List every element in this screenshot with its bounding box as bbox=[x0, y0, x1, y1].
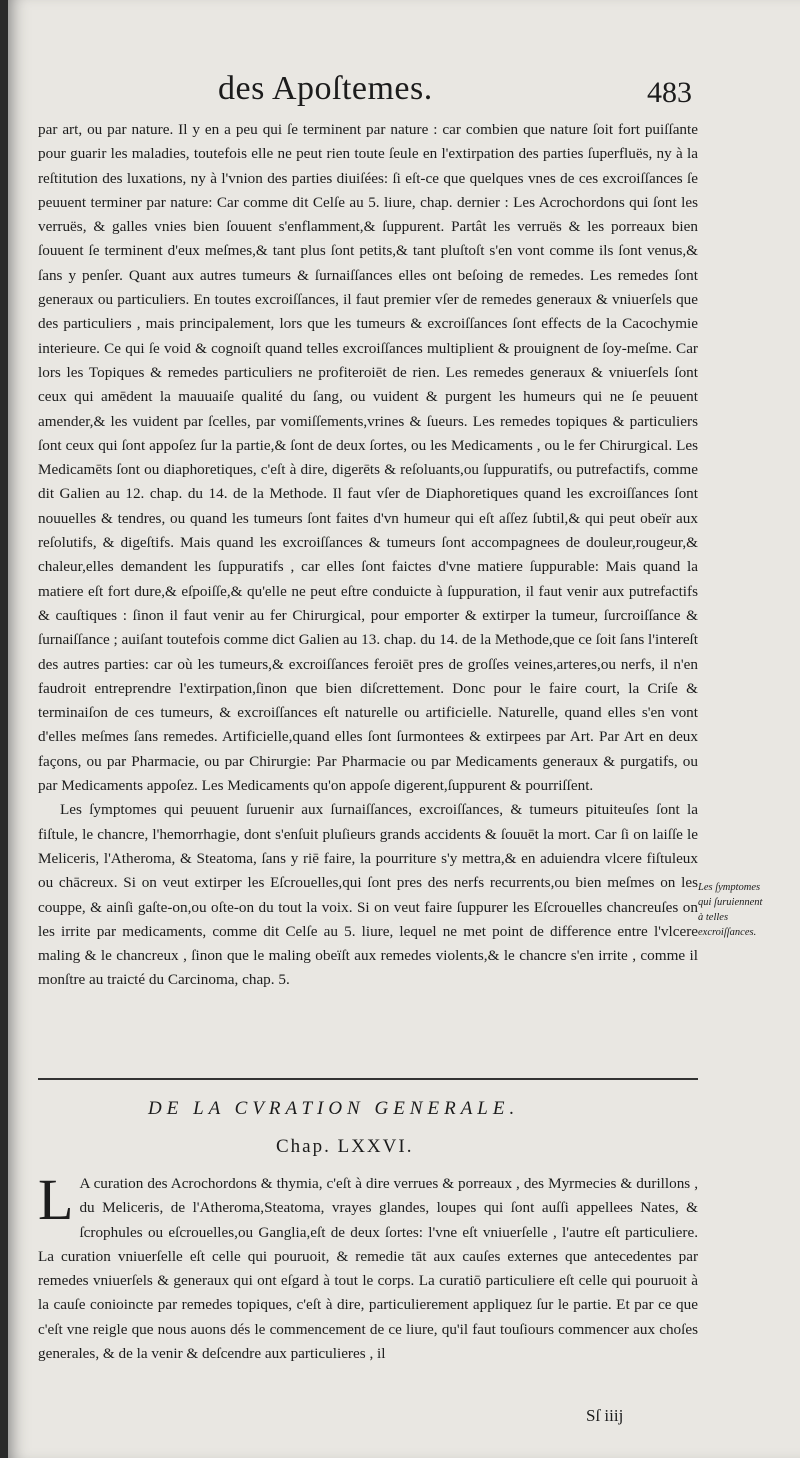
book-page bbox=[8, 0, 800, 1458]
signature-mark: Sſ iiij bbox=[586, 1406, 624, 1425]
marginal-note: Les ſymptomes qui ſuruiennent à telles excroiſſances. bbox=[698, 882, 763, 938]
paragraph: Les ſymptomes qui peuuent ſuruenir aux ſurnaiſſances, excroiſſances, & tumeurs pituiteuſes ſont la fiſtule, le chancre, l'hemorrhagie, dont s'enſuit pluſieurs grands accidents & ſouuēt la mort. Car ſi on laiſſe le Meliceris, l'Atheroma, & Steatoma, ſans y riē faire, la pourriture s'y mettra,& en aduiendra vlcere fiſtuleux ou chācreux. Si on veut extirper les Eſcrouelles,qui ſont pres des nerfs recurrents,ou bien meſmes on les couppe, & ainſi gaſte-on,ou oſte-on du tout la voix. Si on veut faire ſuppurer les Eſcrouelles chancreuſes on les irrite par medicaments, comme dit Celſe au 5. liure, lequel ne met point de difference entre l'vlcere maling & le chancreux , ſinon que le maling obeïſt aux remedes violents,& le chancre s'en irrite , comme il monſtre au traicté du Carcinoma, chap. 5. bbox=[38, 801, 698, 989]
paragraph: par art, ou par nature. Il y en a peu qui ſe terminent par nature : car combien que nature ſoit fort puiſſante pour guarir les maladies, toutefois elle ne peut rien toute ſeule en l'extirpation des parties ſuperfluës, ny à la reſtitution des luxations, ny à l'vnion des parties diuiſées: ſi eſt-ce que quelques vnes de ces excroiſſances ſe peuuent terminer par nature: Car comme dit Celſe au 5. liure, chap. dernier : Les Acrochordons qui ſont les verruës, & galles vnies bien ſouuent s'enflamment,& ſuppurent. Partât les verruës & les porreaux bien ſouuent ſe terminent d'eux meſmes,& tant plus ſont petits,& tant pluſtoſt s'en vont comme ils ſont venus,& ſans y penſer. Quant aux autres tumeurs & ſurnaiſſances elles ont beſoing de remedes. Les remedes ſont generaux ou particuliers. En toutes excroiſſances, il faut premier vſer de remedes generaux & vniuerſels que des particuliers , mais principalement, lors que les tumeurs & excroiſſances ſont effects de la Cacochymie interieure. Ce qui ſe void & cognoiſt quand telles excroiſſances multiplient & prouignent de ſoy-meſme. Car lors les Topiques & remedes particuliers ne profiteroiēt de rien. Les remedes generaux & vniuerſels ſont ceux qui amēdent la mauuaiſe qualité du ſang, ou vuident & purgent les humeurs qui ne ſe peuuent amender,& les vuident par ſcelles, par vomiſſements,vrines & ſueurs. Les remedes topiques & particuliers ſont ceux qui ſont appoſez ſur la partie,& ſont de deux ſortes, ou les Medicaments , ou le fer Chirurgical. Les Medicamēts ſont ou diaphoretiques, c'eſt à dire, digerēts & reſoluants,ou ſuppuratifs, ou putrefactifs, comme dit Galien au 12. chap. du 14. de la Methode. Il faut vſer de Diaphoretiques quand les excroiſſances ſont nouuelles & tendres, ou quand les tumeurs ſont faites d'vn humeur qui eſt aſſez ſubtil,& qui peut obeïr aux reſolutifs, & digeſtifs. Mais quand les excroiſſances & tumeurs ſont accompagnees de douleur,rougeur,& chaleur,elles demandent les ſuppuratifs , car elles ſont faictes d'vne matiere ſuppurable: Mais quand la matiere eſt fort dure,& eſpoiſſe,& qu'elle ne peut eſtre conduicte à ſuppuration, il faut venir aux putrefactifs & cauſtiques : ſinon il faut venir au fer Chirurgical, pour emporter & extirper la tumeur, ſurcroiſſance & ſurnaiſſance ; auiſant toutefois comme dict Galien au 13. chap. du 14. de la Methode,que ce ſoit ſans l'intereſt des autres parties: car où les tumeurs,& excroiſſances feroiēt pres de groſſes veines,arteres,ou nerfs, il n'en faudroit entreprendre l'extirpation,ſinon que bien diſcrettement. Donc pour le faire court, la Criſe & terminaiſon de ces tumeurs, & excroiſſances eſt naturelle ou artificielle. Naturelle, quand elles s'en vont d'elles meſmes ſans remedes. Artificielle,quand elles ſont ſurmontees & extirpees par Art. Par Art en deux façons, ou par Pharmacie, ou par Chirurgie: Par Pharmacie ou par Medicaments generaux & purgatifs, ou par Medicaments appoſez. Les Medicaments qu'on appoſe digerent,ſuppurent & pourriſſent. bbox=[38, 121, 698, 795]
running-title: des Apoſtemes. bbox=[218, 70, 433, 107]
main-text bbox=[38, 118, 698, 993]
chapter-title: Chap. LXXVI. bbox=[276, 1136, 414, 1157]
page-number: 483 bbox=[647, 76, 692, 109]
drop-cap: L bbox=[38, 1167, 74, 1232]
chapter-text bbox=[38, 1167, 698, 1366]
section-title: DE LA CVRATION GENERALE. bbox=[148, 1098, 520, 1119]
chapter-paragraph: A curation des Acrochordons & thymia, c'eſt à dire verrues & porreaux , des Myrmecies & durillons , du Meliceris, de l'Atheroma,Steatoma, vrayes glandes, loupes qui ſont auſſi appellees Nates, & ſcrophules ou eſcrouelles,ou Ganglia,eſt de deux ſortes: l'vne eſt vniuerſelle , l'autre eſt particuliere. La curation vniuerſelle eſt celle qui pouruoit, & remedie tāt aux cauſes externes que antecedentes par remedes vniuerſels & generaux qui ont eſgard à tout le corps. La curatiō particuliere eſt celle qui pouruoit à la cauſe conioincte par remedes topiques, c'eſt à dire, particulierement appliquez ſur le partie. Et par ce que c'eſt vne reigle que nous auons dés le commencement de ce liure, qu'il faut touſiours commencer aux choſes generales, & de la venir & deſcendre aux particulieres , il bbox=[38, 1175, 698, 1363]
section-rule bbox=[38, 1078, 698, 1080]
paragraph bbox=[38, 1167, 698, 1366]
